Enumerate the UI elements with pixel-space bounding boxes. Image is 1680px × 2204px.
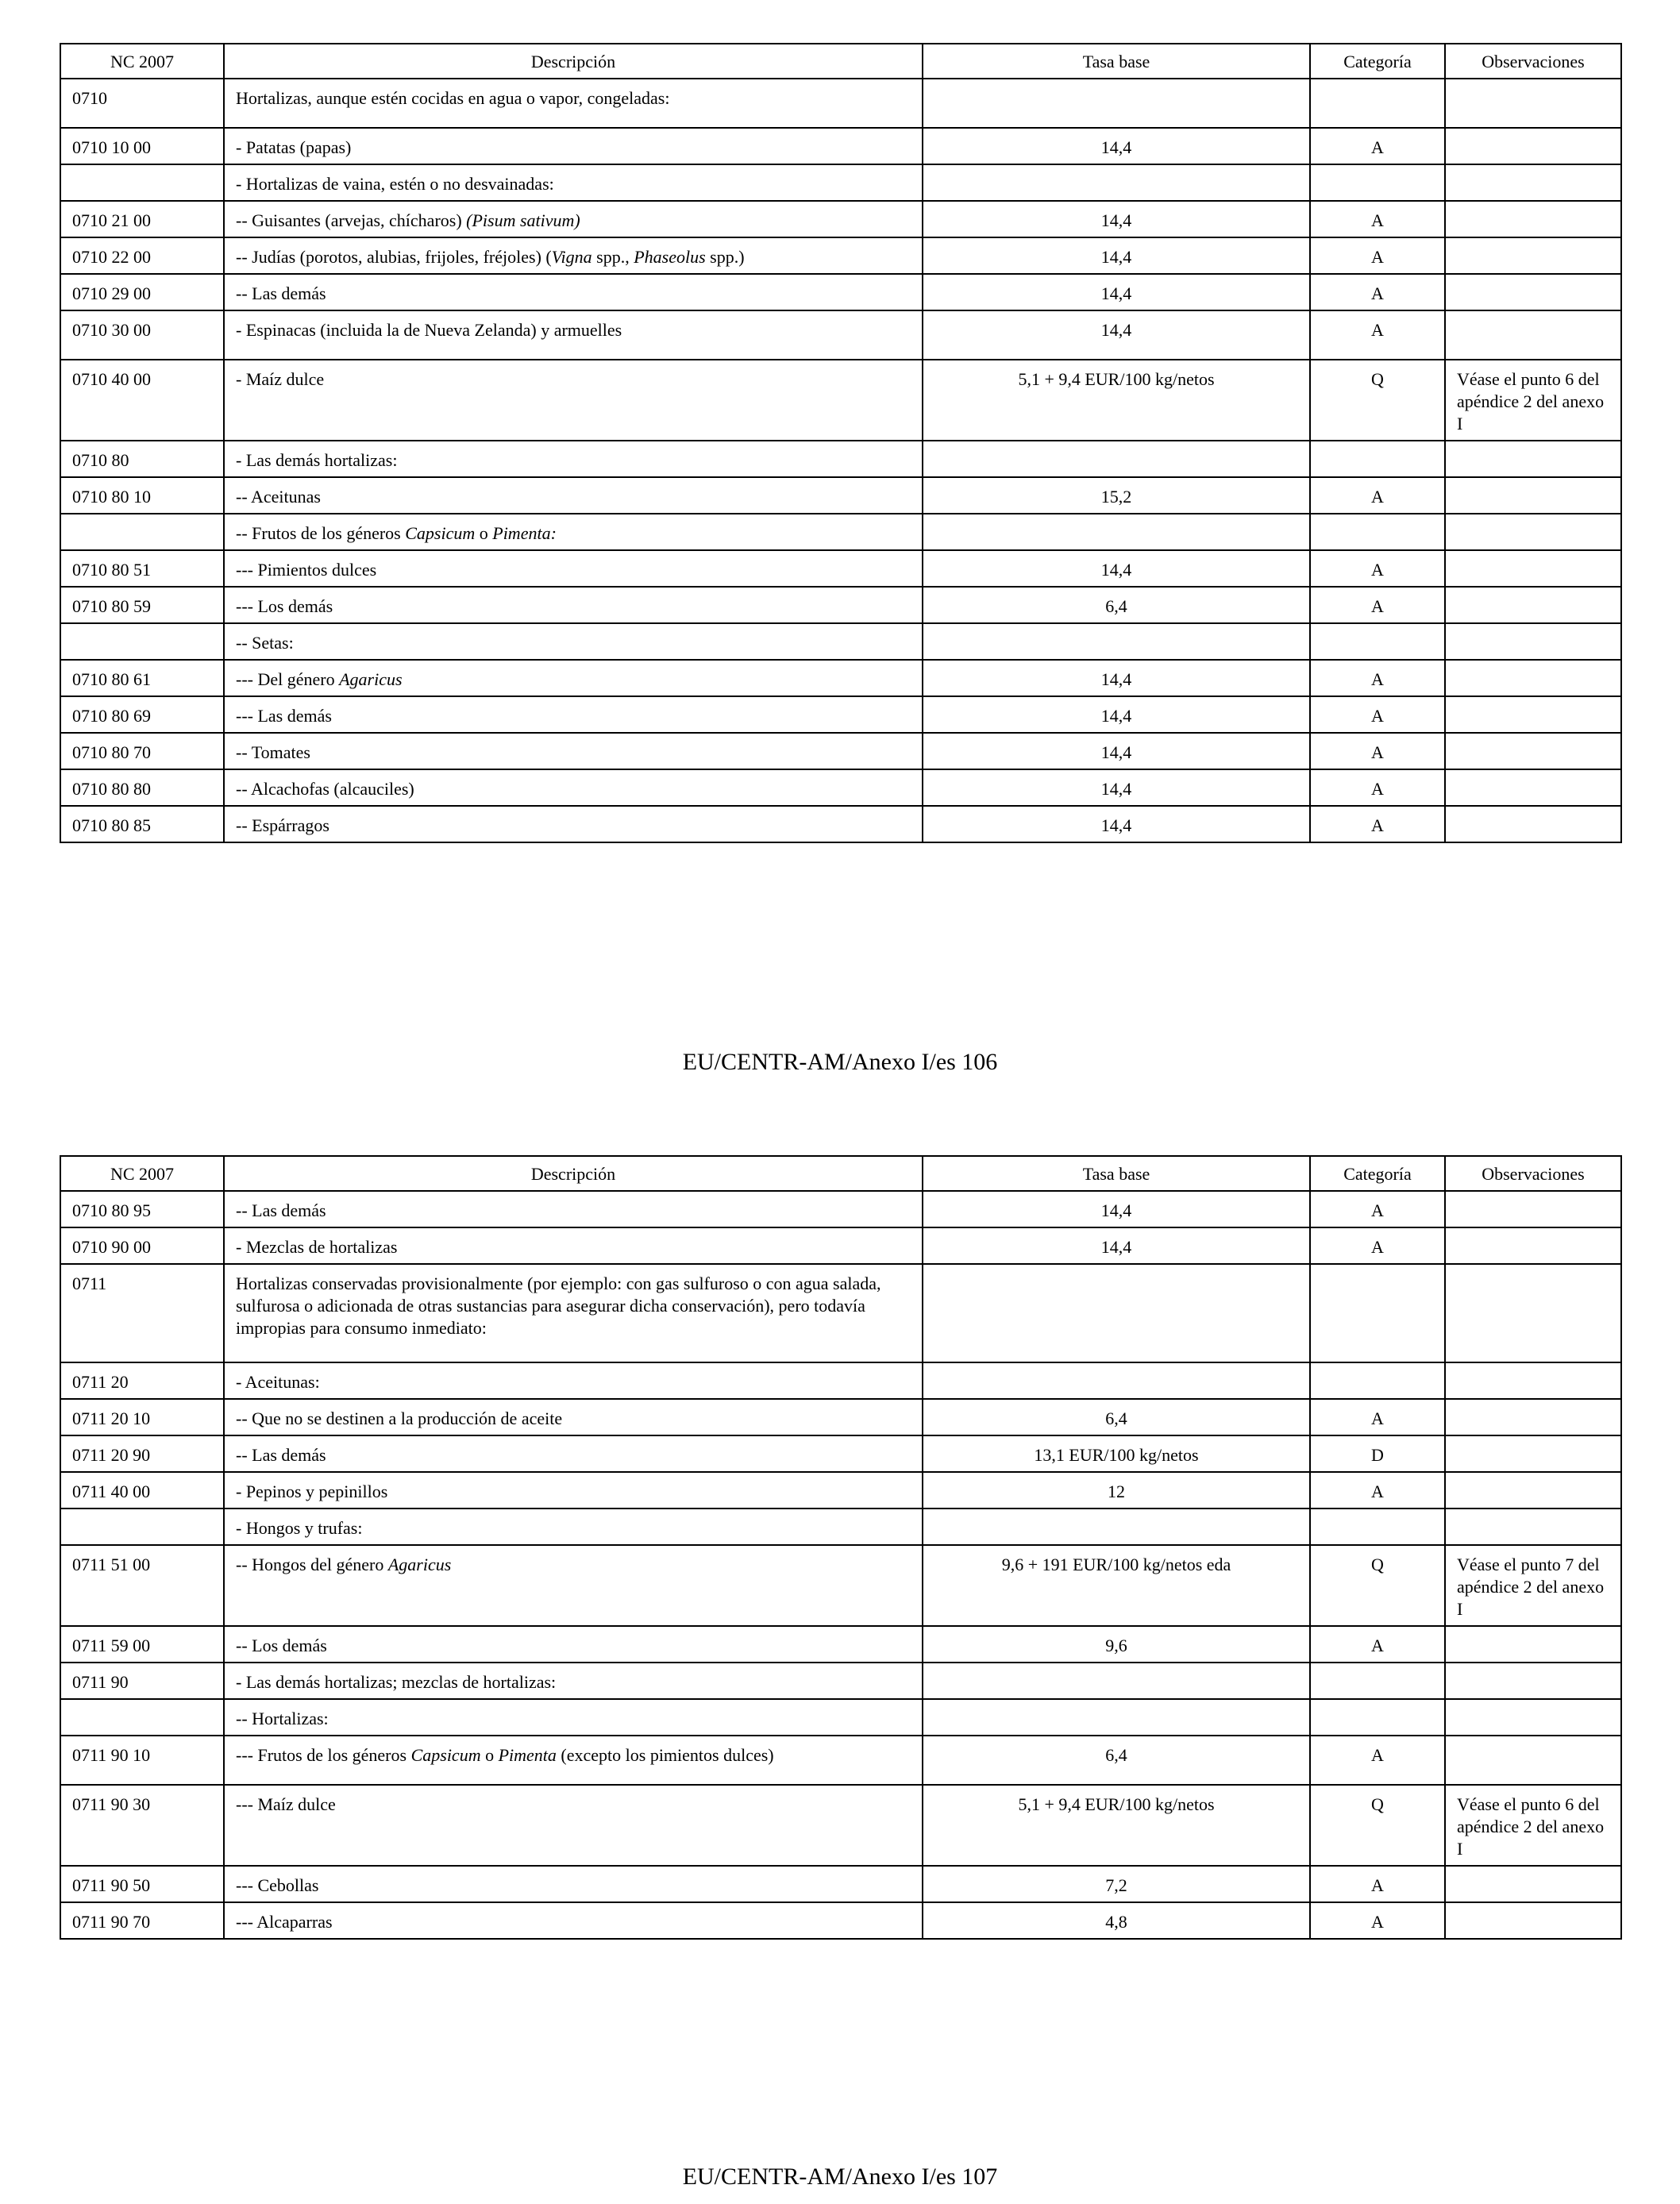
cell-tasa-base [923, 1663, 1310, 1699]
table-row [60, 660, 1621, 696]
table-row [60, 1699, 1621, 1736]
cell-tasa-base: 6,4 [923, 1736, 1310, 1785]
cell-nc-code: 0710 10 00 [60, 128, 224, 164]
header-observaciones: Observaciones [1445, 44, 1621, 79]
cell-observaciones [1445, 164, 1621, 201]
cell-descripcion: -- Setas: [224, 623, 923, 660]
table-row [60, 79, 1621, 128]
cell-tasa-base: 14,4 [923, 310, 1310, 360]
header-nc: NC 2007 [60, 1156, 224, 1191]
cell-categoria: A [1310, 1866, 1445, 1902]
table-row [60, 477, 1621, 514]
cell-descripcion [224, 1736, 923, 1785]
table-row [60, 1545, 1621, 1626]
cell-categoria [1310, 1264, 1445, 1362]
cell-nc-code: 0710 80 70 [60, 733, 224, 769]
cell-nc-code: 0710 40 00 [60, 360, 224, 441]
cell-nc-code: 0710 21 00 [60, 201, 224, 237]
cell-descripcion: - Espinacas (incluida la de Nueva Zelanda) y armuelles [224, 310, 923, 360]
cell-tasa-base: 14,4 [923, 769, 1310, 806]
description-italic-term: Capsicum [410, 1745, 481, 1765]
cell-categoria: A [1310, 128, 1445, 164]
cell-tasa-base: 14,4 [923, 201, 1310, 237]
cell-tasa-base: 15,2 [923, 477, 1310, 514]
table-row [60, 1866, 1621, 1902]
cell-nc-code: 0710 90 00 [60, 1227, 224, 1264]
cell-descripcion [224, 201, 923, 237]
cell-categoria: A [1310, 733, 1445, 769]
cell-observaciones [1445, 769, 1621, 806]
cell-tasa-base [923, 623, 1310, 660]
table-row [60, 1785, 1621, 1866]
cell-categoria: A [1310, 1626, 1445, 1663]
cell-nc-code: 0710 80 51 [60, 550, 224, 587]
table-row [60, 274, 1621, 310]
cell-tasa-base: 6,4 [923, 1399, 1310, 1435]
cell-descripcion [224, 1545, 923, 1626]
description-italic-term: Vigna [551, 247, 592, 267]
cell-categoria [1310, 1362, 1445, 1399]
table-row [60, 1626, 1621, 1663]
cell-categoria: A [1310, 806, 1445, 842]
cell-descripcion: --- Maíz dulce [224, 1785, 923, 1866]
cell-nc-code: 0711 20 10 [60, 1399, 224, 1435]
cell-nc-code: 0710 22 00 [60, 237, 224, 274]
cell-observaciones [1445, 1699, 1621, 1736]
cell-nc-code: 0710 80 80 [60, 769, 224, 806]
cell-tasa-base: 14,4 [923, 237, 1310, 274]
cell-nc-code: 0710 30 00 [60, 310, 224, 360]
description-italic-term: Pimenta: [492, 523, 557, 543]
cell-descripcion: --- Alcaparras [224, 1902, 923, 1939]
description-text: -- Hongos del género [236, 1555, 388, 1574]
cell-observaciones [1445, 1435, 1621, 1472]
cell-observaciones [1445, 1191, 1621, 1227]
cell-tasa-base: 9,6 + 191 EUR/100 kg/netos eda [923, 1545, 1310, 1626]
cell-nc-code [60, 1699, 224, 1736]
cell-descripcion: Hortalizas conservadas provisionalmente (por ejemplo: con gas sulfuroso o con agua salada, sulfurosa o adicionada de otras sustancias para asegurar dicha conservación), pero todavía impropias para consumo inmediato: [224, 1264, 923, 1362]
cell-observaciones [1445, 1227, 1621, 1264]
description-italic-term: Pimenta [498, 1745, 557, 1765]
cell-tasa-base: 7,2 [923, 1866, 1310, 1902]
cell-nc-code [60, 514, 224, 550]
cell-categoria [1310, 623, 1445, 660]
cell-categoria: A [1310, 1902, 1445, 1939]
cell-observaciones [1445, 237, 1621, 274]
cell-nc-code: 0711 51 00 [60, 1545, 224, 1626]
cell-descripcion [224, 514, 923, 550]
cell-categoria: A [1310, 1472, 1445, 1509]
cell-observaciones [1445, 623, 1621, 660]
cell-categoria: A [1310, 237, 1445, 274]
cell-descripcion: -- Tomates [224, 733, 923, 769]
cell-categoria: A [1310, 1399, 1445, 1435]
table-row [60, 1227, 1621, 1264]
cell-observaciones [1445, 1902, 1621, 1939]
cell-descripcion: --- Pimientos dulces [224, 550, 923, 587]
cell-observaciones [1445, 441, 1621, 477]
cell-nc-code: 0710 80 69 [60, 696, 224, 733]
description-text: -- Frutos de los géneros [236, 523, 406, 543]
cell-descripcion: --- Los demás [224, 587, 923, 623]
cell-observaciones: Véase el punto 7 del apéndice 2 del anexo I [1445, 1545, 1621, 1626]
cell-categoria: D [1310, 1435, 1445, 1472]
cell-tasa-base [923, 1264, 1310, 1362]
cell-observaciones [1445, 310, 1621, 360]
description-italic-term: Capsicum [405, 523, 476, 543]
cell-observaciones [1445, 274, 1621, 310]
cell-categoria: A [1310, 769, 1445, 806]
cell-nc-code: 0711 90 30 [60, 1785, 224, 1866]
cell-tasa-base: 5,1 + 9,4 EUR/100 kg/netos [923, 1785, 1310, 1866]
description-italic-term: Agaricus [387, 1555, 452, 1574]
cell-descripcion: -- Las demás [224, 1191, 923, 1227]
table-row [60, 1902, 1621, 1939]
cell-tasa-base: 14,4 [923, 733, 1310, 769]
tariff-table-page-106 [60, 43, 1622, 843]
description-text: o [480, 1745, 499, 1765]
description-text: (excepto los pimientos dulces) [556, 1745, 774, 1765]
cell-nc-code [60, 623, 224, 660]
table-header-row [60, 1156, 1621, 1191]
header-categoria: Categoría [1310, 1156, 1445, 1191]
cell-observaciones [1445, 1264, 1621, 1362]
cell-nc-code: 0711 [60, 1264, 224, 1362]
cell-descripcion: - Maíz dulce [224, 360, 923, 441]
header-descripcion: Descripción [224, 44, 923, 79]
cell-observaciones [1445, 660, 1621, 696]
cell-tasa-base [923, 441, 1310, 477]
cell-categoria: A [1310, 1227, 1445, 1264]
header-tasa-base: Tasa base [923, 1156, 1310, 1191]
cell-categoria [1310, 1509, 1445, 1545]
cell-categoria: A [1310, 1736, 1445, 1785]
header-tasa-base: Tasa base [923, 44, 1310, 79]
cell-nc-code: 0711 20 [60, 1362, 224, 1399]
cell-observaciones [1445, 733, 1621, 769]
table-body [60, 79, 1621, 842]
cell-observaciones [1445, 128, 1621, 164]
cell-tasa-base: 14,4 [923, 1227, 1310, 1264]
cell-observaciones: Véase el punto 6 del apéndice 2 del anexo I [1445, 360, 1621, 441]
cell-observaciones [1445, 1626, 1621, 1663]
cell-descripcion: -- Las demás [224, 1435, 923, 1472]
cell-descripcion: -- Hortalizas: [224, 1699, 923, 1736]
cell-categoria [1310, 1663, 1445, 1699]
cell-observaciones [1445, 587, 1621, 623]
table-row [60, 587, 1621, 623]
cell-nc-code: 0711 20 90 [60, 1435, 224, 1472]
table-row [60, 733, 1621, 769]
cell-observaciones [1445, 477, 1621, 514]
cell-tasa-base: 13,1 EUR/100 kg/netos [923, 1435, 1310, 1472]
cell-descripcion: -- Alcachofas (alcauciles) [224, 769, 923, 806]
cell-tasa-base: 14,4 [923, 550, 1310, 587]
cell-descripcion: -- Espárragos [224, 806, 923, 842]
cell-categoria [1310, 1699, 1445, 1736]
cell-descripcion: -- Aceitunas [224, 477, 923, 514]
cell-tasa-base: 6,4 [923, 587, 1310, 623]
tariff-table-page-107 [60, 1155, 1622, 1940]
cell-observaciones [1445, 1736, 1621, 1785]
table-row [60, 1191, 1621, 1227]
table-row [60, 164, 1621, 201]
cell-nc-code: 0711 90 70 [60, 1902, 224, 1939]
cell-tasa-base [923, 1509, 1310, 1545]
header-descripcion: Descripción [224, 1156, 923, 1191]
cell-tasa-base [923, 1362, 1310, 1399]
page-footer: EU/CENTR-AM/Anexo I/es 107 [682, 2164, 998, 2190]
cell-categoria: A [1310, 310, 1445, 360]
table-row [60, 1472, 1621, 1509]
description-italic-term: (Pisum sativum) [466, 210, 580, 230]
cell-descripcion: - Pepinos y pepinillos [224, 1472, 923, 1509]
cell-descripcion: - Las demás hortalizas; mezclas de hortalizas: [224, 1663, 923, 1699]
table-header-row [60, 44, 1621, 79]
cell-observaciones [1445, 696, 1621, 733]
table-row [60, 1264, 1621, 1362]
cell-descripcion: --- Las demás [224, 696, 923, 733]
cell-descripcion: - Aceitunas: [224, 1362, 923, 1399]
cell-categoria [1310, 79, 1445, 128]
table-row [60, 201, 1621, 237]
description-text: -- Guisantes (arvejas, chícharos) [236, 210, 467, 230]
description-text: spp.) [705, 247, 745, 267]
cell-categoria [1310, 164, 1445, 201]
cell-observaciones [1445, 1866, 1621, 1902]
cell-descripcion: -- Los demás [224, 1626, 923, 1663]
cell-categoria: A [1310, 696, 1445, 733]
cell-descripcion: --- Cebollas [224, 1866, 923, 1902]
cell-descripcion: - Patatas (papas) [224, 128, 923, 164]
table-row [60, 310, 1621, 360]
cell-categoria: A [1310, 1191, 1445, 1227]
cell-tasa-base: 12 [923, 1472, 1310, 1509]
cell-nc-code: 0710 29 00 [60, 274, 224, 310]
cell-categoria [1310, 441, 1445, 477]
cell-descripcion: - Hortalizas de vaina, estén o no desvainadas: [224, 164, 923, 201]
cell-descripcion: - Mezclas de hortalizas [224, 1227, 923, 1264]
header-nc: NC 2007 [60, 44, 224, 79]
cell-nc-code: 0710 80 85 [60, 806, 224, 842]
cell-nc-code: 0710 80 [60, 441, 224, 477]
cell-descripcion: -- Que no se destinen a la producción de aceite [224, 1399, 923, 1435]
cell-descripcion: - Las demás hortalizas: [224, 441, 923, 477]
cell-observaciones [1445, 1362, 1621, 1399]
cell-categoria: Q [1310, 1785, 1445, 1866]
table-row [60, 769, 1621, 806]
cell-categoria: A [1310, 477, 1445, 514]
cell-categoria: Q [1310, 360, 1445, 441]
table-row [60, 550, 1621, 587]
cell-observaciones [1445, 1663, 1621, 1699]
cell-tasa-base: 4,8 [923, 1902, 1310, 1939]
cell-categoria: A [1310, 274, 1445, 310]
cell-nc-code [60, 164, 224, 201]
cell-categoria [1310, 514, 1445, 550]
header-categoria: Categoría [1310, 44, 1445, 79]
table-row [60, 128, 1621, 164]
description-text: --- Frutos de los géneros [236, 1745, 411, 1765]
cell-tasa-base: 14,4 [923, 128, 1310, 164]
description-text: -- Judías (porotos, alubias, frijoles, fréjoles) ( [236, 247, 552, 267]
cell-nc-code: 0711 40 00 [60, 1472, 224, 1509]
table-row [60, 1663, 1621, 1699]
cell-nc-code: 0710 [60, 79, 224, 128]
table-row [60, 1399, 1621, 1435]
cell-tasa-base [923, 79, 1310, 128]
cell-descripcion: Hortalizas, aunque estén cocidas en agua o vapor, congeladas: [224, 79, 923, 128]
cell-tasa-base: 9,6 [923, 1626, 1310, 1663]
cell-nc-code: 0711 90 [60, 1663, 224, 1699]
table-row [60, 806, 1621, 842]
table-row [60, 1509, 1621, 1545]
table-body [60, 1191, 1621, 1939]
cell-tasa-base [923, 164, 1310, 201]
table-row [60, 360, 1621, 441]
cell-tasa-base: 14,4 [923, 696, 1310, 733]
cell-nc-code: 0710 80 61 [60, 660, 224, 696]
cell-observaciones [1445, 514, 1621, 550]
cell-observaciones [1445, 1399, 1621, 1435]
header-observaciones: Observaciones [1445, 1156, 1621, 1191]
cell-descripcion [224, 237, 923, 274]
cell-tasa-base [923, 1699, 1310, 1736]
cell-descripcion: - Hongos y trufas: [224, 1509, 923, 1545]
table-row [60, 514, 1621, 550]
table-row [60, 1435, 1621, 1472]
table-row [60, 1736, 1621, 1785]
table-row [60, 237, 1621, 274]
cell-tasa-base: 14,4 [923, 274, 1310, 310]
cell-nc-code: 0710 80 10 [60, 477, 224, 514]
cell-observaciones [1445, 550, 1621, 587]
cell-nc-code: 0710 80 95 [60, 1191, 224, 1227]
cell-nc-code [60, 1509, 224, 1545]
table-row [60, 441, 1621, 477]
cell-tasa-base: 14,4 [923, 806, 1310, 842]
table-row [60, 696, 1621, 733]
description-italic-term: Phaseolus [634, 247, 706, 267]
cell-tasa-base [923, 514, 1310, 550]
cell-descripcion: -- Las demás [224, 274, 923, 310]
cell-tasa-base: 14,4 [923, 1191, 1310, 1227]
description-text: --- Del género [236, 669, 340, 689]
cell-categoria: A [1310, 587, 1445, 623]
cell-observaciones [1445, 806, 1621, 842]
cell-observaciones [1445, 1509, 1621, 1545]
page-footer: EU/CENTR-AM/Anexo I/es 106 [682, 1049, 998, 1075]
cell-nc-code: 0710 80 59 [60, 587, 224, 623]
description-text: spp., [591, 247, 634, 267]
cell-categoria: A [1310, 660, 1445, 696]
table-row [60, 1362, 1621, 1399]
cell-observaciones [1445, 79, 1621, 128]
cell-categoria: A [1310, 201, 1445, 237]
cell-nc-code: 0711 90 50 [60, 1866, 224, 1902]
cell-observaciones [1445, 201, 1621, 237]
cell-observaciones [1445, 1472, 1621, 1509]
cell-observaciones: Véase el punto 6 del apéndice 2 del anexo I [1445, 1785, 1621, 1866]
description-text: o [475, 523, 493, 543]
cell-descripcion [224, 660, 923, 696]
cell-tasa-base: 14,4 [923, 660, 1310, 696]
cell-categoria: A [1310, 550, 1445, 587]
table-row [60, 623, 1621, 660]
cell-nc-code: 0711 59 00 [60, 1626, 224, 1663]
description-italic-term: Agaricus [339, 669, 403, 689]
cell-nc-code: 0711 90 10 [60, 1736, 224, 1785]
cell-categoria: Q [1310, 1545, 1445, 1626]
cell-tasa-base: 5,1 + 9,4 EUR/100 kg/netos [923, 360, 1310, 441]
